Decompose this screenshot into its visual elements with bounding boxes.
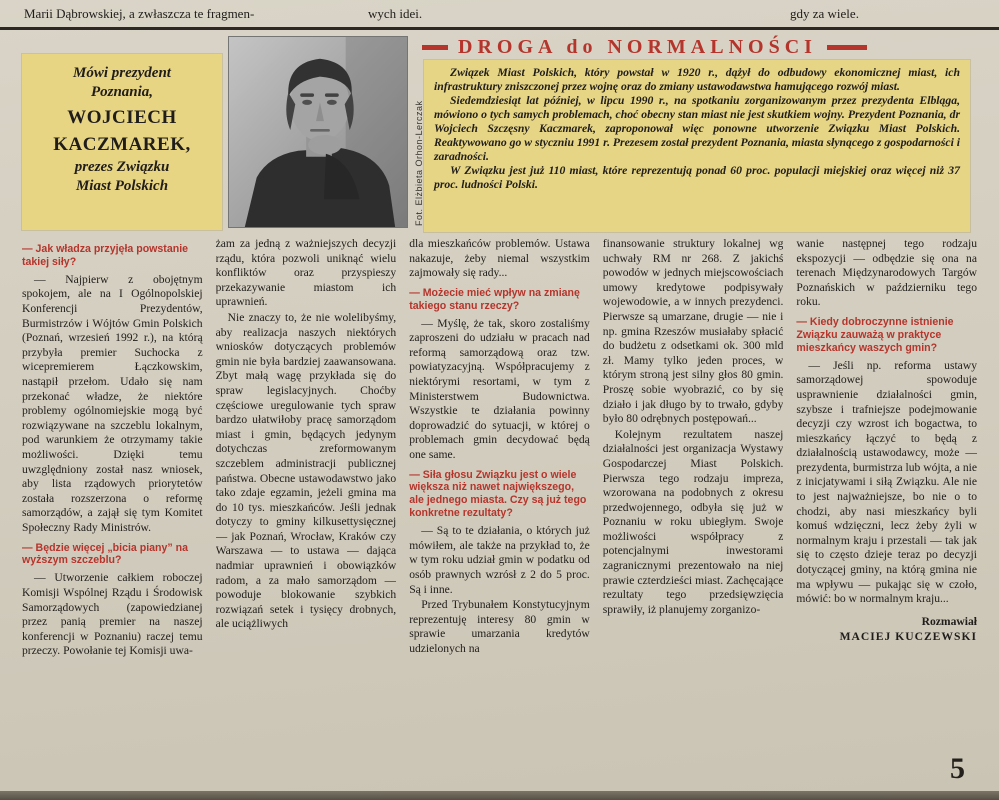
body-paragraph: Przed Trybunałem Konstytucyjnym reprezentuję interesy 80 gmin w sprawie umarzania kredytów udzielonych na <box>409 598 590 655</box>
interview-answer: — Jeśli np. reforma ustawy samorządowej spowoduje usprawnienie działalności gmin, szybsze i trafniejsze podejmowanie decyzji czy wzrost ich bogactwa, to mieszkańcy łączyć to będą z działalnością ustawodawcy, może — prezydenta, burmistrza lub wójta, a nie z inicjatywami i siłą Związku. Ale nie to jest najważniejsze, bo nie o to chodzi, aby nasi mieszkańcy byli komuś wdzięczni, lecz żeby żyli w normalnym kraju i przestali — tak jak się to często dzieje teraz po decyzji dotyczącej gminy, na którą gmina nie ma wpływu — pukając się w czoło, mówić: bo w normalnym kraju... <box>796 358 977 606</box>
page-number: 5 <box>950 752 965 785</box>
credit-line-1: Mówi prezydent <box>73 65 171 81</box>
headline-text: DROGA do NORMALNOŚCI <box>458 35 817 58</box>
interviewee-credit-box <box>22 54 222 230</box>
interview-answer: — Najpierw z obojętnym spokojem, ale na I Ogólnopolskiej Konferencji Prezydentów, Burmistrzów i Wójtów Gmin Polskich (Poznań, wrzesień 1992 r.), na którą przybyła premier Suchocka z wicepremierem Łączkowskim, nastąpił przełom. Udało się nam przekonać władze, że niektóre problemy ogólnomiejskie mogą być rozwiązywane na szczeblu lokalnym, pod warunkiem że otrzymamy takie możliwości. Dzięki temu uwzględniony został nasz wniosek, aby lista rządowych priorytetów została rozszerzona o reformę samorządów, a zajął się tym Komitet Społeczny Rady Ministrów. <box>22 272 203 534</box>
headline-dash-right <box>827 45 867 50</box>
scan-bottom-edge <box>0 791 999 800</box>
cutoff-text-right: gdy za wiele. <box>790 6 859 21</box>
byline-author: MACIEJ KUCZEWSKI <box>839 630 977 644</box>
body-paragraph: finansowanie struktury lokalnej wg uchwały RM nr 268. Z jakichś powodów w jednych miejscowościach umowy kredytowe podpisywały wojewodowie, a w innych prezydenci. Pierwsze są umarzane, drugie — nie i np. gmina Rzeszów musiałaby spłacić do budżetu z odsetkami ok. 300 mld zł. Mamy tylko jeden proces, w którym stroną jest silny głos 80 gmin. Proszę sobie wyobrazić, co by się działo i jak długo by to trwało, gdyby było 80 odrębnych postępowań... <box>602 237 784 426</box>
body-paragraph: wanie następnej tego rodzaju ekspozycji — odbędzie się ona na terenach Międzynarodowych Targów Poznańskich w październiku tego roku. <box>796 237 977 309</box>
interview-question: — Kiedy dobroczynne istnienie Związku zauważą w praktyce mieszkańcy waszych gmin? <box>796 315 954 354</box>
interview-question: — Możecie mieć wpływ na zmianę takiego stanu rzeczy? <box>409 286 580 312</box>
body-paragraph: Nie znaczy to, że nie wolelibyśmy, aby realizacja naszych niektórych wniosków dotyczących problemów gmin nie była bardziej zaawansowana. Zbyt małą wagę przykłada się do spraw legislacyjnych. Choćby częściowe uregulowanie tych spraw bardzo ułatwiłoby pracę samorządom miast i gmin, będących jedynym dotychczas zreformowanym szczeblem administracji publicznej państwa. Obecne ustawodawstwo jako tako zdaje egzamin, jeżeli gmina ma do 10 tys. mieszkańców. Jeśli jednak dotyczy to gminy kilkusettysięcznej — jak Poznań, Wrocław, Kraków czy Warszawa — to ustawa — dająca nadmiar uprawnień i obowiązków radom, a za mało samorządom — powoduje blokowanie szybkich rozwiązań setek i tysięcy drobnych, ale uciążliwych <box>215 310 397 631</box>
interviewee-first-name: WOJCIECH <box>67 106 177 128</box>
cutoff-text-left: Marii Dąbrowskiej, a zwłaszcza te fragmen- <box>24 6 255 21</box>
body-paragraph: dla mieszkańców problemów. Ustawa nakazuje, żeby niemal wszystkim zajmowały się rady... <box>409 237 590 280</box>
lead-paragraph: Siedemdziesiąt lat później, w lipcu 1990 r., na spotkaniu zorganizowanym przez prezydenta Elbląga, mówiono o tych samych problemach, choć obecny stan miast nie jest skutkiem wojny. Prezydent Poznania, dr Wojciech Szczęsny Kaczmarek, zaproponował więc ponowne utworzenie Związku Miast Polskich. Reaktywowano go w styczniu 1991 r. Prezesem został prezydent Poznania, miasta słynącego z gospodarności i zaradności. <box>434 94 960 164</box>
credit-line-2: Poznania, <box>90 83 154 100</box>
interview-question: — Siła głosu Związku jest o wiele większa niż nawet największego, ale jednego miasta. Czy są już tego konkretne rezultaty? <box>409 468 587 520</box>
interview-answer: — Utworzenie całkiem roboczej Komisji Wspólnej Rządu i Środowisk Samorządowych (zapowiedzianej przez panią premier na naszej konferencji w Poznaniu) raczej temu przeczy. Powołanie tej Komisji uwa- <box>22 571 203 658</box>
lead-paragraph: W Związku jest już 110 miast, które reprezentują ponad 60 proc. populacji miejskiej oraz więcej niż 37 proc. ludności Polski. <box>434 164 960 192</box>
article-column-2 <box>216 237 397 771</box>
portrait-illustration <box>229 37 407 227</box>
article-column-4 <box>603 237 784 771</box>
byline-label: Rozmawiał <box>921 614 977 628</box>
top-cutoff-strip <box>0 0 999 30</box>
portrait-photo-block <box>228 36 424 228</box>
article-body <box>22 237 977 771</box>
article-column-5 <box>796 237 977 771</box>
credit-line-4: Miast Polskich <box>75 177 169 194</box>
article-column-1 <box>22 237 203 771</box>
body-paragraph: żam za jedną z ważniejszych decyzji rządu, która pozwoli uniknąć wielu konfliktów oraz przyspieszy przekazywanie miastom ich uprawnień. <box>215 237 397 309</box>
headline-dash-left <box>422 45 448 50</box>
article-column-3 <box>409 237 590 771</box>
interview-answer: — Myślę, że tak, skoro zostaliśmy zaproszeni do udziału w pracach nad reformą samorządową oraz tzw. powiatyzacyjną. Współpracujemy z niektórymi resortami, w tym z Ministerstwem Budownictwa. Wszystkie te działania powinny doprowadzić do sytuacji, w której o problemach gmin decydować będą one same. <box>409 316 590 461</box>
credit-line-3: prezes Związku <box>74 158 170 175</box>
photo-credit-caption: Fot. Elżbieta Orhon-Lerczak <box>414 100 424 226</box>
interview-answer: — Są to te działania, o których już mówiłem, ale także na przykład to, że w tym roku udział gmin w podatku od osób prawnych wzrósł z 2 do 5 proc. Są i inne. <box>409 524 590 596</box>
lead-paragraph: Związek Miast Polskich, który powstał w 1920 r., dążył do odbudowy ekonomicznej miast, ich infrastruktury zniszczonej przez wojnę oraz do zmiany ustawodawstwa hamującego rozwój miast. <box>434 66 960 94</box>
lead-intro-block <box>424 60 970 232</box>
interview-question: — Będzie więcej „bicia piany” na wyższym szczeblu? <box>22 541 189 567</box>
interview-question: — Jak władza przyjęła powstanie takiej siły? <box>22 243 189 268</box>
cutoff-text-mid: wych idei. <box>368 6 423 21</box>
interviewee-last-name: KACZMAREK, <box>53 133 191 155</box>
portrait-photo <box>228 36 408 228</box>
article-headline <box>422 36 970 58</box>
body-paragraph: Kolejnym rezultatem naszej działalności jest organizacja Wystawy Gospodarczej Miast Polskich. Pierwsza tego rodzaju impreza, wzorowana na podobnych z okresu przedwojennego, odbyła się już w Poznaniu w roku ubiegłym. Swoje możliwości współpracy z potencjalnymi inwestorami zagranicznymi prezentowało na niej prawie czterdzieści miast. Zachęcające rezultaty tego przedsięwzięcia sprawiły, iż planujemy zorganizo- <box>602 427 784 616</box>
